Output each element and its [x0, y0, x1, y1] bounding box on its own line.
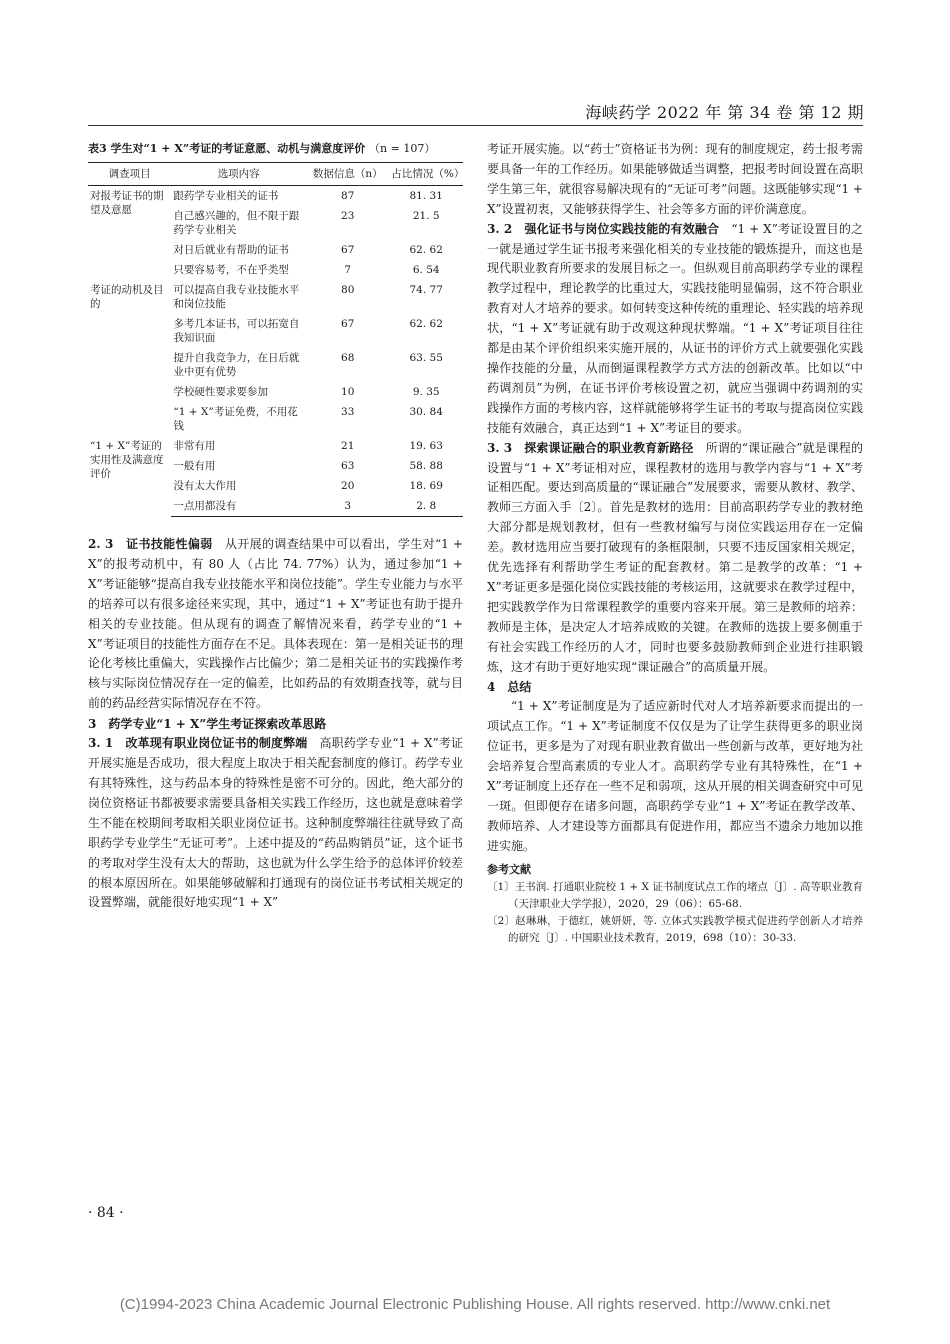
table-row — [88, 280, 463, 314]
section-3-heading: 3 药学专业“1 + X”学生考证探索改革思路 — [88, 717, 327, 732]
table-count-cell: 63 — [341, 460, 355, 472]
table-percent-cell: 62. 62 — [409, 318, 443, 330]
references-title: 参考文献 — [487, 862, 531, 876]
header-rule — [88, 125, 863, 126]
table-percent-cell: 18. 69 — [409, 480, 443, 492]
table-count-cell: 20 — [341, 480, 355, 492]
table-header-cell: 数据信息（n） — [306, 163, 389, 186]
section-2-3-paragraph — [88, 535, 463, 714]
section-4-body: “1 + X”考证制度是为了适应新时代对人才培养新要求而提出的一项试点工作。“1 + X”考证制度不仅仅是为了让学生获得更多的职业岗位证书，更多是为了对现有职业教育做出一些创新与改革，更好地为社会培养复合型高素质的专业人才。高职药学专业有其特殊性，在“1 + X”考证制度上还存在一些不足和弱项，这从开展的相关调查研究中可见一斑。但即便存在诸多问题，高职药学专业“1 + X”考证在教学改革、教师培养、人才建设等方面都具有促进作用，都应当不遗余力地加以推进实施。 — [487, 699, 863, 853]
section-3-1-paragraph — [88, 734, 463, 913]
table-option-cell: 多考几本证书，可以拓宽自我知识面 — [173, 318, 300, 344]
table-header-row — [88, 163, 463, 186]
table-option-cell: 对日后就业有帮助的证书 — [173, 244, 289, 256]
table-count-cell: 23 — [341, 210, 355, 222]
table-n-note: （n = 107） — [369, 142, 436, 155]
table-percent-cell: 6. 54 — [412, 264, 440, 276]
section-3-2-heading: 3. 2 强化证书与岗位实践技能的有效融合 — [487, 221, 720, 236]
table-option-cell: 只要容易考，不在乎类型 — [173, 264, 289, 276]
table-category-cell: “1 + X”考证的实用性及满意度评价 — [90, 440, 164, 480]
table-count-cell: 67 — [341, 318, 355, 330]
section-3-3-heading: 3. 3 探索课证融合的职业教育新路径 — [487, 440, 694, 455]
right-column — [487, 140, 863, 947]
copyright-footer: (C)1994-2023 China Academic Journal Electronic Publishing House. All rights reserved. http://www.cnki.net — [119, 1296, 831, 1313]
table-option-cell: 跟药学专业相关的证书 — [173, 190, 279, 202]
table-percent-cell: 63. 55 — [409, 352, 443, 364]
left-column — [88, 140, 463, 913]
table-count-cell: 80 — [341, 284, 355, 296]
table-body — [88, 186, 463, 517]
table-option-cell: 一般有用 — [173, 460, 216, 472]
section-3-2-paragraph — [487, 220, 863, 439]
continued-paragraph: 考证开展实施。以“药士”资格证书为例：现有的制度规定，药士报考需要具备一年的工作经历。如果能够做适当调整，把报考时间设置在高职学生第三年，就很容易解决现有的“无证可考”问题。这既能够实现“1 + X”设置初衷，又能够获得学生、社会等多方面的评价满意度。 — [487, 142, 863, 216]
table-percent-cell: 2. 8 — [389, 496, 463, 517]
reference-item: 〔1〕王书润. 打通职业院校 1 + X 证书制度试点工作的堵点〔J〕. 高等职业教育（天津职业大学学报），2020，29（06）：65-68. — [487, 880, 863, 910]
table-count-cell: 87 — [341, 190, 355, 202]
table-count-cell: 68 — [341, 352, 355, 364]
table-option-cell: 可以提高自我专业技能水平和岗位技能 — [173, 284, 300, 310]
table-header-cell: 选项内容 — [171, 163, 306, 186]
table-option-cell: 提升自我竞争力，在日后就业中更有优势 — [173, 352, 300, 378]
reference-item: 〔2〕赵琳琳，于德红，姚妍妍，等. 立体式实践教学模式促进药学创新人才培养的研究〔J〕. 中国职业技术教育，2019，698（10）：30-33. — [487, 914, 863, 944]
table-count-cell: 67 — [341, 244, 355, 256]
table-caption — [88, 140, 463, 158]
table-option-cell: 学校硬性要求要参加 — [173, 386, 268, 398]
section-3-3-body: 所谓的“课证融合”就是课程的设置与“1 + X”考证相对应，课程教材的选用与教学内容与“1 + X”考证相匹配。要达到高质量的“课证融合”发展要求，需要从教材、教学、教师三方面入手〔2〕。首先是教材的选用：目前高职药学专业的教材绝大部分都是规划教材，但有一些教材编写与岗位实践运用存在一定偏差。教材选用应当要打破现有的条框限制，只要不违反国家相关规定，优先选择有利帮助学生考证的配套教材。第二是教学的改革：“1 + X”考证更多是强化岗位实践技能的考核运用，这就要求在教学过程中，把实践教学作为日常课程教学的重要内容来开展。第三是教师的培养：教师是主体，是决定人才培养成败的关键。在教师的选拔上要多侧重于有社会实践工作经历的人才，同时也要多鼓励教师到企业进行挂职锻炼，这才有助于更好地实现“课证融合”的高质量开展。 — [487, 440, 863, 674]
table-percent-cell: 21. 5 — [412, 210, 440, 222]
section-3-1-body: 高职药学专业“1 + X”考证开展实施是否成功，很大程度上取决于相关配套制度的修订。药学专业有其特殊性，这与药品本身的特殊性是密不可分的。因此，绝大部分的岗位资格证书都被要求需要具备相关实践工作经历，这也就是意味着学生不能在校期间考取相关职业岗位证书。这种制度弊端往往就导致了高职药学专业学生“无证可考”。上述中提及的“药品购销员”证，这个证书的考取对学生没有太大的帮助，这也就为什么学生给予的总体评价较差的根本原因所在。如果能够破解和打通现有的岗位证书考试相关规定的设置弊端，就能很好地实现“1 + X” — [88, 736, 463, 910]
table-category-cell: 对报考证书的期望及意愿 — [90, 190, 164, 216]
section-3-2-body: “1 + X”考证设置目的之一就是通过学生证书报考来强化相关的专业技能的锻炼提升，而这也是现代职业教育所要求的发展目标之一。但纵观目前高职药学专业的课程教学过程中，理论教学的比重过大，实践技能明显偏弱，这不符合职业教育对人才培养的要求。如何转变这种传统的重理论、轻实践的培养现状，“1 + X”考证就有助于改观这种现状弊端。“1 + X”考证项目往往都是由某个评价组织来实施开展的，从证书的评价方式上就要强化实践操作技能的分量，从而倒逼课程教学方式方法的创新改革。比如以“中药调剂员”为例，在证书评价考核设置之初，就应当强调中药调剂的实践操作方面的考核内容，这样就能够将学生证书的考取与提高岗位实践技能有效融合，真正达到“1 + X”考证目的要求。 — [487, 221, 863, 435]
table-count-cell: 3 — [306, 496, 389, 517]
table-count-cell: 10 — [341, 386, 355, 398]
table-percent-cell: 30. 84 — [409, 406, 443, 418]
table-caption-text: 表3 学生对“1 + X”考证的考证意愿、动机与满意度评价 — [88, 142, 366, 155]
table-option-cell: 非常有用 — [173, 440, 216, 452]
section-2-3-body: 从开展的调查结果中可以看出，学生对“1 + X”的报考动机中，有 80 人（占比 74. 77%）认为，通过参加“1 + X”考证能够“提高自我专业技能水平和岗位技能”。学生专业能力与水平的培养可以有很多途径来实现，其中，通过“1 + X”考证也有助于提升相关的专业技能。但从现有的调查了解情况来看，药学专业的“1 + X”考证项目的技能性方面存在不足。具体表现在：第一是相关证书的理论化考核比重偏大，实践操作占比偏少；第二是相关证书的实践操作考核与实际岗位情况存在一定的偏差，比如药品的有效期查找等，就与目前的药品经营实际情况存在不符。 — [88, 537, 463, 711]
section-3-3-paragraph — [487, 439, 863, 678]
table-header-cell: 调查项目 — [88, 163, 171, 186]
table-option-cell: “1 + X”考证免费，不用花钱 — [173, 406, 298, 432]
table-category-cell: 考证的动机及目的 — [90, 284, 164, 310]
section-2-3-heading: 2. 3 证书技能性偏弱 — [88, 537, 213, 551]
table-row — [88, 436, 463, 456]
table-option-cell: 没有太大作用 — [173, 480, 237, 492]
table-percent-cell: 9. 35 — [412, 386, 440, 398]
table-percent-cell: 19. 63 — [409, 440, 443, 452]
table-row — [88, 186, 463, 207]
page-number: · 84 · — [88, 1205, 124, 1221]
journal-header: 海峡药学 2022 年 第 34 卷 第 12 期 — [585, 103, 864, 122]
section-3-1-heading: 3. 1 改革现有职业岗位证书的制度弊端 — [88, 736, 308, 751]
table-count-cell: 21 — [341, 440, 355, 452]
table-percent-cell: 58. 88 — [409, 460, 443, 472]
table-header-cell: 占比情况（%） — [389, 163, 463, 186]
table-percent-cell: 74. 77 — [409, 284, 443, 296]
table-percent-cell: 62. 62 — [409, 244, 443, 256]
survey-table — [88, 162, 463, 517]
section-4-heading: 4 总结 — [487, 680, 532, 695]
table-option-cell: 一点用都没有 — [171, 496, 306, 517]
table-count-cell: 7 — [344, 264, 352, 276]
table-option-cell: 自己感兴趣的，但不限于跟药学专业相关 — [173, 210, 300, 236]
table-percent-cell: 81. 31 — [409, 190, 443, 202]
table-count-cell: 33 — [341, 406, 355, 418]
